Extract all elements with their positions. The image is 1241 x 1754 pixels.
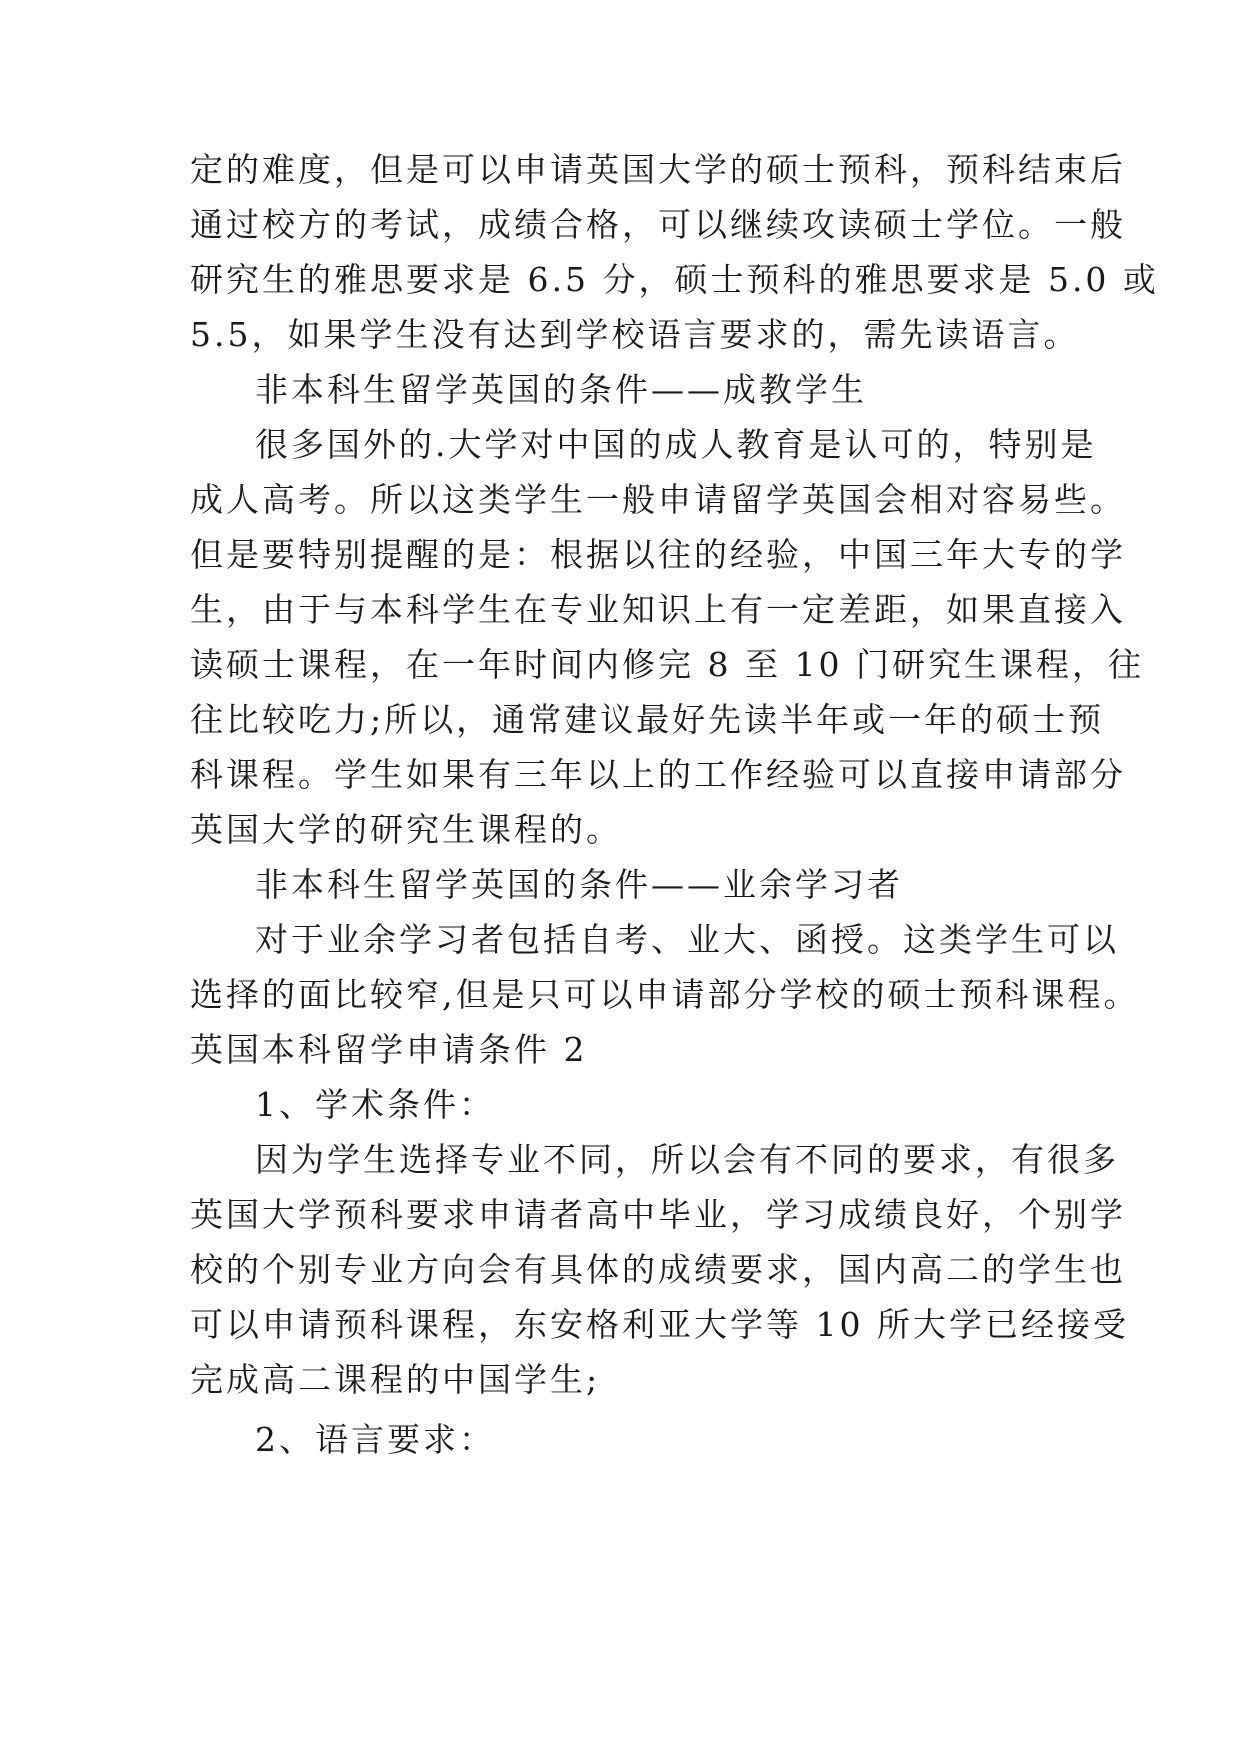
text-line: 英国大学的研究生课程的。	[190, 810, 622, 849]
document-title: 英国本科留学申请条件 2	[190, 1030, 588, 1069]
text-line: 英国大学预科要求申请者高中毕业，学习成绩良好，个别学	[190, 1195, 1126, 1234]
list-heading: 2、语言要求：	[255, 1420, 495, 1459]
text-line: 研究生的雅思要求是 6.5 分，硕士预科的雅思要求是 5.0 或	[190, 260, 1159, 299]
section-heading: 非本科生留学英国的条件——成教学生	[255, 370, 867, 409]
text-line: 读硕士课程，在一年时间内修完 8 至 10 门研究生课程，往	[190, 645, 1144, 684]
text-line: 因为学生选择专业不同，所以会有不同的要求，有很多	[255, 1140, 1119, 1179]
text-line: 选择的面比较窄,但是只可以申请部分学校的硕士预科课程。	[190, 975, 1140, 1014]
section-heading: 非本科生留学英国的条件——业余学习者	[255, 865, 903, 904]
text-line: 完成高二课程的中国学生;	[190, 1360, 601, 1399]
text-line: 但是要特别提醒的是：根据以往的经验，中国三年大专的学	[190, 535, 1126, 574]
text-line: 通过校方的考试，成绩合格，可以继续攻读硕士学位。一般	[190, 205, 1126, 244]
text-line: 成人高考。所以这类学生一般申请留学英国会相对容易些。	[190, 480, 1126, 519]
text-line: 往比较吃力;所以，通常建议最好先读半年或一年的硕士预	[190, 700, 1105, 739]
text-line: 很多国外的.大学对中国的成人教育是认可的，特别是	[255, 425, 1097, 464]
text-line: 生，由于与本科学生在专业知识上有一定差距，如果直接入	[190, 590, 1126, 629]
text-line: 校的个别专业方向会有具体的成绩要求，国内高二的学生也	[190, 1250, 1126, 1289]
text-line: 可以申请预科课程，东安格利亚大学等 10 所大学已经接受	[190, 1305, 1129, 1344]
text-line: 定的难度，但是可以申请英国大学的硕士预科，预科结束后	[190, 150, 1126, 189]
text-line: 对于业余学习者包括自考、业大、函授。这类学生可以	[255, 920, 1119, 959]
text-line: 5.5，如果学生没有达到学校语言要求的，需先读语言。	[190, 315, 1080, 354]
list-heading: 1、学术条件：	[255, 1085, 495, 1124]
text-line: 科课程。学生如果有三年以上的工作经验可以直接申请部分	[190, 755, 1126, 794]
